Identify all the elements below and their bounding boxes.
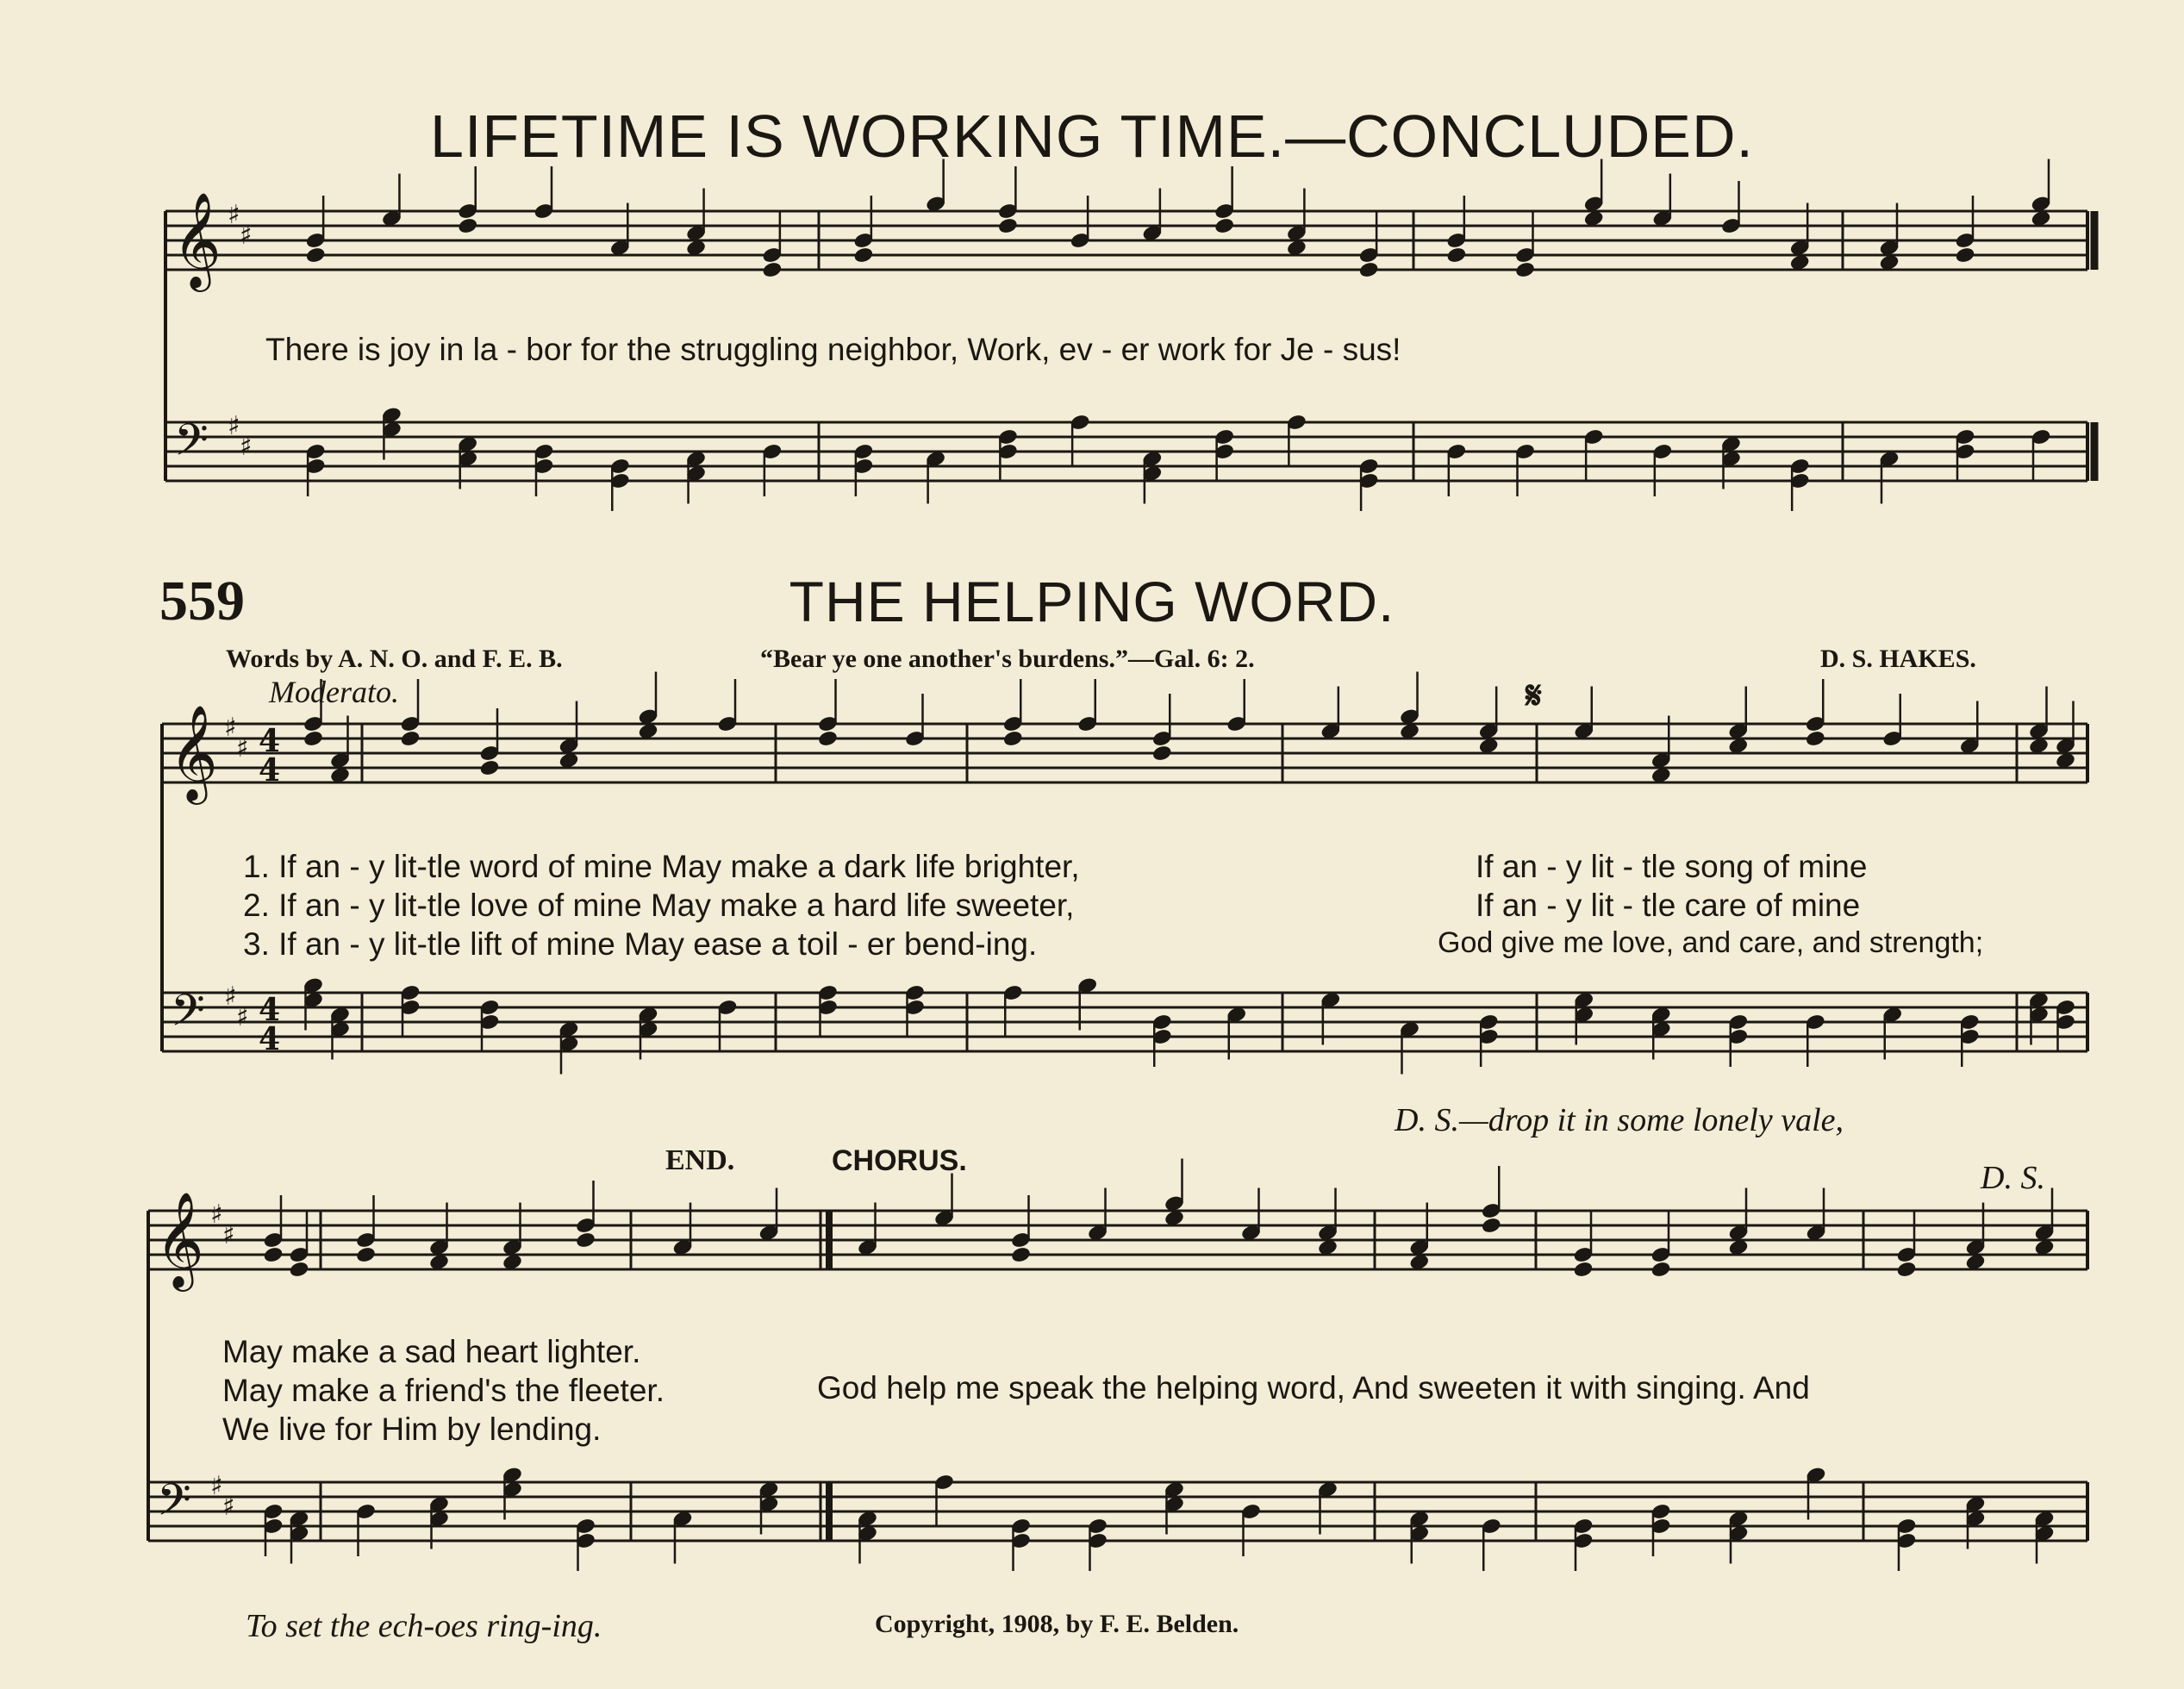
notehead	[1409, 1254, 1430, 1271]
words-credit: Words by A. N. O. and F. E. B.	[226, 645, 563, 673]
notehead	[458, 217, 478, 234]
notehead	[330, 767, 351, 784]
line3-lyric-a: May make a sad heart lighter.	[222, 1334, 641, 1369]
segno-icon: 𝄋	[1526, 674, 1542, 718]
chorus-lyric: God help me speak the helping word, And sweeten it with singing. And	[817, 1370, 1810, 1405]
notehead	[1728, 738, 1749, 755]
sharp-icon: ♯	[236, 1002, 249, 1032]
sharp-icon: ♯	[210, 1200, 223, 1230]
verse2-lyric-b: If an - y lit - tle care of mine	[1476, 888, 1861, 923]
sharp-icon: ♯	[240, 432, 253, 462]
composer-credit: D. S. HAKES.	[1820, 645, 1976, 673]
treble-clef-icon: 𝄞	[172, 191, 222, 288]
notehead	[1164, 1210, 1185, 1227]
notehead	[1151, 745, 1172, 762]
notehead	[1805, 730, 1825, 747]
notehead	[1650, 1261, 1671, 1278]
page-title-top: LIFETIME IS WORKING TIME.—CONCLUDED.	[430, 103, 1754, 170]
notehead	[356, 1246, 377, 1263]
bass-clef-icon: 𝄢	[157, 1474, 191, 1536]
time-signature-denominator: 4	[259, 752, 281, 788]
copyright-notice: Copyright, 1908, by F. E. Belden.	[875, 1610, 1239, 1638]
notehead	[1400, 723, 1420, 740]
treble-clef-icon: 𝄞	[155, 1191, 204, 1287]
notehead	[289, 1261, 309, 1278]
notehead	[638, 723, 658, 740]
notehead	[1955, 246, 1975, 264]
notehead	[1446, 246, 1467, 264]
closing-lyric: To set the ech-oes ring-ing.	[246, 1608, 602, 1644]
notehead	[1728, 1239, 1749, 1256]
ds-mark: D. S.	[1981, 1160, 2045, 1196]
verse3-lyric-a: 3. If an - y lit-tle lift of mine May ease a toil - er bend-ing.	[243, 926, 1038, 962]
sharp-icon: ♯	[240, 221, 253, 251]
end-label: END.	[665, 1144, 735, 1176]
notehead	[686, 240, 707, 257]
verse1-lyric-b: If an - y lit - tle song of mine	[1476, 849, 1868, 884]
verse1-lyric-a: 1. If an - y lit-tle word of mine May make a dark life brighter,	[243, 849, 1080, 884]
notehead	[400, 730, 421, 747]
notehead	[1358, 261, 1379, 278]
notehead	[853, 246, 874, 264]
notehead	[502, 1254, 523, 1271]
tempo-marking: Moderato.	[269, 675, 399, 709]
notehead	[429, 1254, 450, 1271]
sharp-icon: ♯	[224, 713, 237, 743]
line3-lyric-c: We live for Him by lending.	[222, 1412, 602, 1447]
notehead	[1583, 210, 1604, 227]
notehead	[1515, 261, 1536, 278]
lyric-line-system1: There is joy in la - bor for the struggling neighbor, Work, ev - er work for Je - sus!	[265, 332, 1401, 367]
notehead	[2031, 210, 2051, 227]
notehead	[2034, 1239, 2055, 1256]
notehead	[1965, 1254, 1986, 1271]
time-signature-numerator: 4	[259, 992, 281, 1028]
notehead	[1789, 254, 1810, 271]
notehead	[1879, 254, 1900, 271]
sharp-icon: ♯	[210, 1471, 223, 1501]
notehead	[263, 1246, 284, 1263]
notehead	[576, 1231, 596, 1249]
verse2-lyric-a: 2. If an - y lit-tle love of mine May make a hard life sweeter,	[243, 888, 1075, 923]
sharp-icon: ♯	[236, 733, 249, 763]
notehead	[558, 752, 579, 770]
time-signature-denominator: 4	[259, 1021, 281, 1057]
verse3-lyric-b: God give me love, and care, and strength;	[1438, 926, 1984, 959]
treble-clef-icon: 𝄞	[169, 704, 218, 801]
bass-clef-icon: 𝄢	[174, 414, 209, 477]
notehead	[998, 217, 1019, 234]
notehead	[2056, 752, 2076, 770]
sharp-icon: ♯	[222, 1492, 235, 1522]
notehead	[1002, 730, 1023, 747]
scripture-reference: “Bear ye one another's burdens.”—Gal. 6: 2.	[760, 645, 1255, 673]
bass-clef-icon: 𝄢	[171, 984, 205, 1047]
notehead	[1287, 240, 1307, 257]
notehead	[2029, 738, 2050, 755]
notehead	[1011, 1246, 1032, 1263]
notehead	[818, 730, 839, 747]
notehead	[479, 759, 500, 776]
sharp-icon: ♯	[224, 982, 237, 1012]
notehead	[762, 261, 783, 278]
notehead	[1573, 1261, 1594, 1278]
notehead	[1214, 217, 1235, 234]
notehead	[303, 730, 324, 747]
notehead	[1481, 1217, 1501, 1234]
line3-lyric-b: May make a friend's the fleeter.	[222, 1373, 665, 1408]
notehead	[1650, 767, 1671, 784]
notehead	[1478, 738, 1499, 755]
time-signature-numerator: 4	[259, 723, 281, 759]
hymn-number: 559	[159, 570, 245, 633]
notehead	[305, 246, 326, 264]
sharp-icon: ♯	[222, 1220, 235, 1250]
ds-lyric-line: D. S.—drop it in some lonely vale,	[1395, 1102, 1844, 1138]
notehead	[1896, 1261, 1917, 1278]
hymn-title: THE HELPING WORD.	[789, 570, 1395, 633]
sharp-icon: ♯	[228, 200, 240, 230]
sharp-icon: ♯	[228, 411, 240, 441]
notehead	[1318, 1239, 1338, 1256]
chorus-label: CHORUS.	[832, 1144, 967, 1177]
